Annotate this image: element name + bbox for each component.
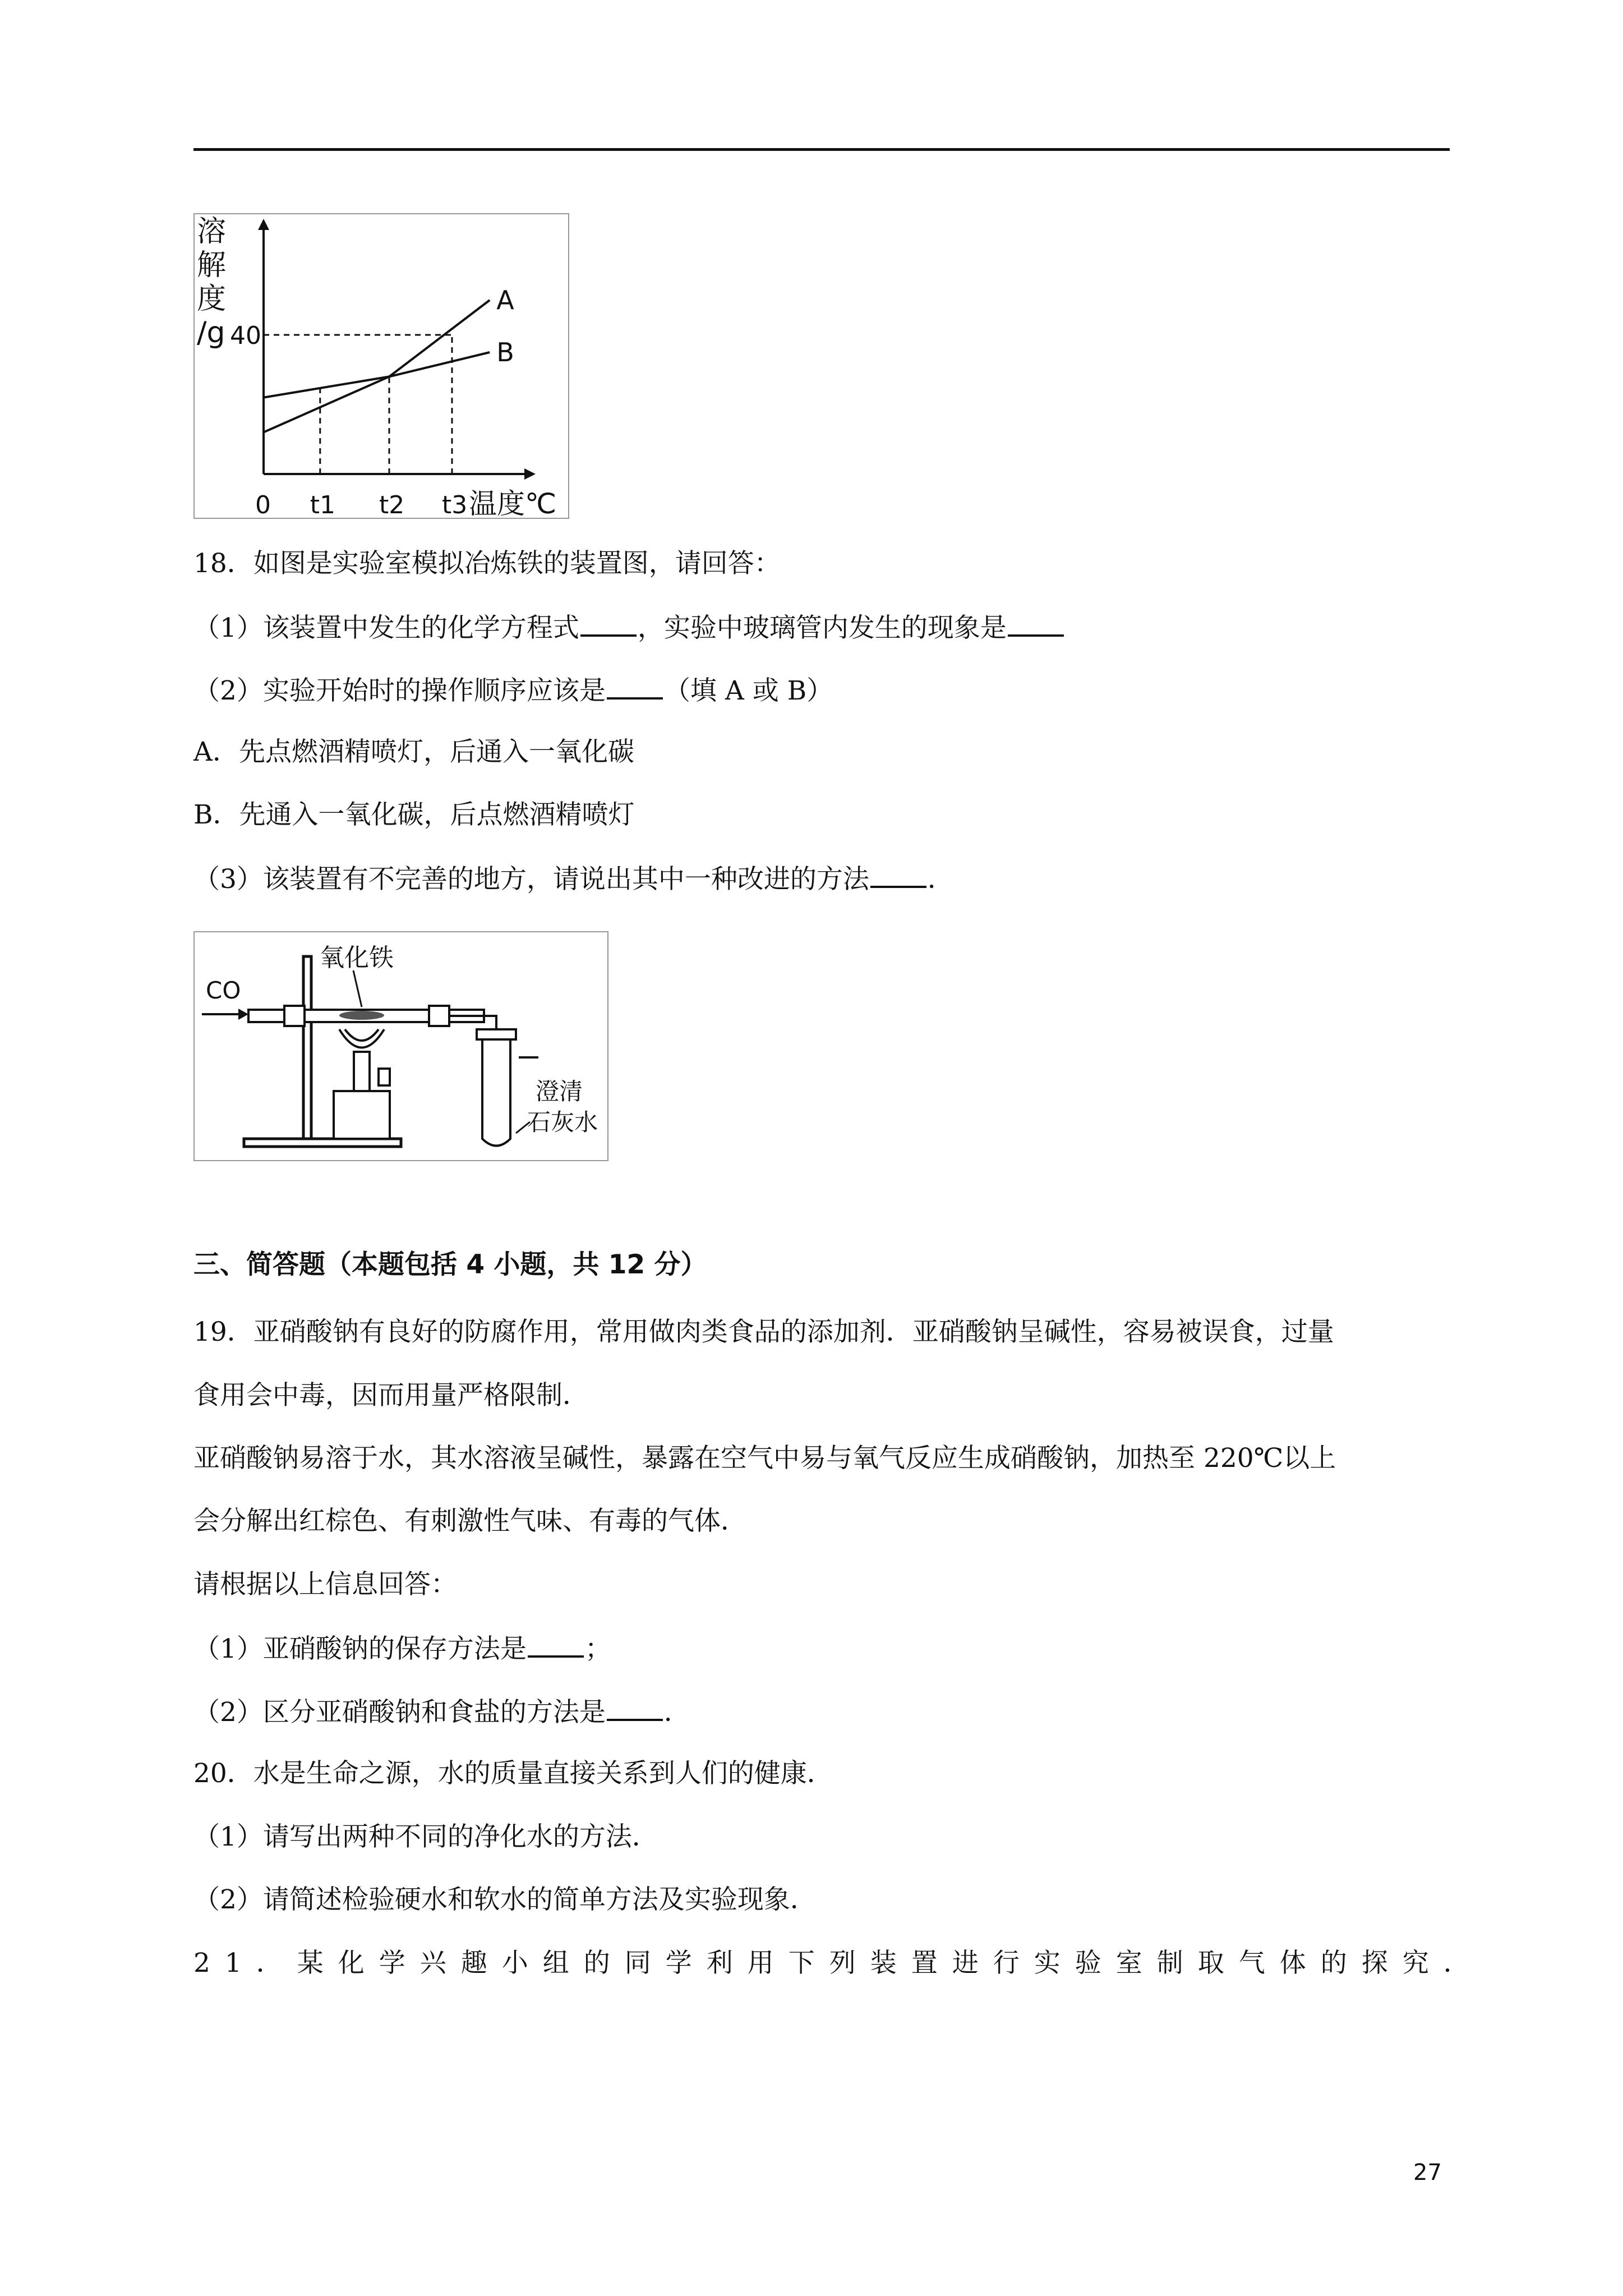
q18-option-a: A．先点燃酒精喷灯，后通入一氧化碳 — [193, 737, 634, 767]
co-label: CO — [206, 977, 241, 1004]
header-rule — [193, 148, 1450, 151]
q18-part2-text-b: （填 A 或 B） — [663, 675, 833, 706]
q18-part2-blank[interactable] — [607, 673, 663, 700]
fe2o3-label: 氧化铁 — [320, 944, 394, 972]
q19-line4: 会分解出红棕色、有刺激性气味、有毒的气体． — [193, 1506, 747, 1536]
q20-part2: （2）请简述检验硬水和软水的简单方法及实验现象． — [193, 1884, 817, 1915]
q18-part1 — [193, 610, 1065, 645]
section3-heading: 三、简答题（本题包括 4 小题，共 12 分） — [193, 1249, 707, 1280]
q19-part2-blank[interactable] — [607, 1694, 663, 1721]
q18-part1-blank-2[interactable] — [1008, 610, 1064, 637]
series-line-A — [264, 300, 490, 432]
iron-smelting-apparatus — [193, 931, 608, 1161]
q18-part1-text-a: （1）该装置中发生的化学方程式 — [193, 613, 579, 643]
svg-text:度: 度 — [197, 282, 227, 316]
origin-label: 0 — [255, 491, 271, 519]
q19-part2-text-b: ． — [663, 1697, 690, 1728]
series-label-B: B — [496, 337, 514, 367]
q18-part1-blank-1[interactable] — [580, 610, 637, 637]
q19-line1: 19．亚硝酸钠有良好的防腐作用，常用做肉类食品的添加剂．亚硝酸钠呈碱性，容易被误食，过量 — [193, 1317, 1334, 1347]
q18-part3-text-a: （3）该装置有不完善的地方，请说出其中一种改进的方法 — [193, 864, 869, 895]
q18-stem: 18．如图是实验室模拟冶炼铁的装置图，请回答： — [193, 548, 781, 579]
svg-text:/g: /g — [197, 316, 225, 349]
alcohol-burner-icon — [334, 1029, 390, 1139]
page-number: 27 — [1413, 2160, 1442, 2185]
limewater-label-2: 石灰水 — [527, 1108, 598, 1136]
x-axis-arrow-icon — [524, 468, 536, 480]
limewater-label-1: 澄清 — [536, 1078, 583, 1105]
svg-text:溶: 溶 — [197, 215, 227, 249]
q19-part2-text-a: （2）区分亚硝酸钠和食盐的方法是 — [193, 1697, 606, 1728]
q19-part1-text-a: （1）亚硝酸钠的保存方法是 — [193, 1634, 527, 1664]
q19-prompt: 请根据以上信息回答： — [193, 1569, 457, 1600]
ytick-label-40: 40 — [230, 321, 261, 350]
q19-line3: 亚硝酸钠易溶于水，其水溶液呈碱性，暴露在空气中易与氧气反应生成硝酸钠，加热至 220℃以上 — [193, 1443, 1336, 1474]
q21-stem: 21．某化学兴趣小组的同学利用下列装置进行实验室制取气体的探究． — [193, 1948, 1484, 1978]
q18-part3-blank[interactable] — [870, 861, 926, 888]
q18-part3 — [193, 861, 954, 896]
q20-stem: 20．水是生命之源，水的质量直接关系到人们的健康． — [193, 1758, 833, 1789]
q18-part3-text-b: ． — [927, 864, 954, 895]
xtick-label-t2: t2 — [379, 491, 405, 519]
q18-option-b: B．先通入一氧化碳，后点燃酒精喷灯 — [193, 799, 635, 830]
q19-part1 — [193, 1631, 611, 1666]
co-arrow-icon — [202, 1009, 248, 1020]
q19-part1-text-b: ； — [584, 1634, 611, 1664]
q18-part1-text-b: ，实验中玻璃管内发生的现象是 — [637, 613, 1007, 643]
xtick-label-t1: t1 — [310, 491, 336, 519]
q18-part2-text-a: （2）实验开始时的操作顺序应该是 — [193, 675, 606, 706]
q19-part2 — [193, 1694, 690, 1729]
q19-line2: 食用会中毒，因而用量严格限制． — [193, 1380, 589, 1411]
series-label-A: A — [496, 285, 514, 315]
xtick-label-t3: t3 — [442, 491, 468, 519]
y-axis-arrow-icon — [258, 219, 269, 230]
q18-part2 — [193, 673, 833, 708]
svg-text:解: 解 — [197, 249, 227, 282]
series-line-B — [264, 352, 490, 398]
solubility-chart — [193, 213, 569, 519]
q19-part1-blank[interactable] — [528, 1631, 584, 1658]
x-axis-label — [469, 487, 556, 519]
iron-oxide-powder-icon — [339, 1011, 384, 1020]
y-axis-label — [197, 215, 226, 349]
x-axis-label-text: 温度℃ — [469, 487, 557, 519]
q20-part1: （1）请写出两种不同的净化水的方法． — [193, 1821, 658, 1852]
